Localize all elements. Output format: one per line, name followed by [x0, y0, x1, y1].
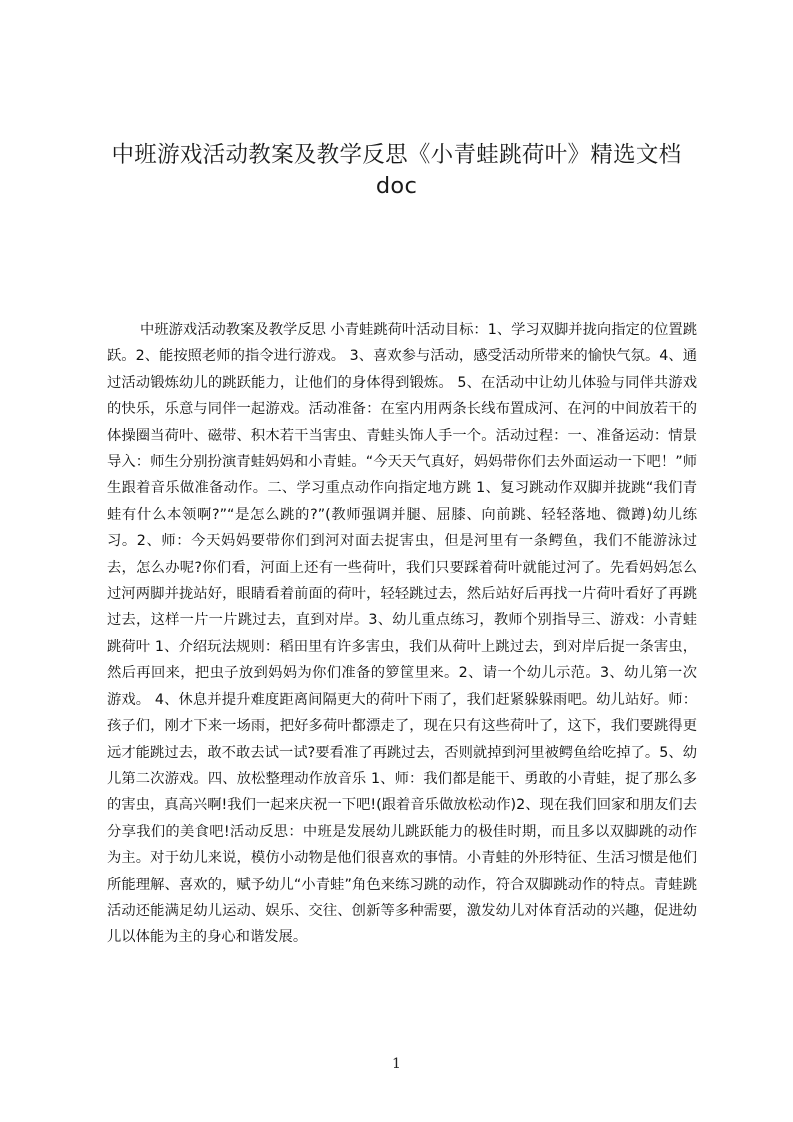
title-line-2: doc [375, 173, 418, 199]
document-title [95, 140, 698, 202]
page-number: 1 [392, 1056, 401, 1072]
body-paragraph: 中班游戏活动教案及教学反思 小青蛙跳荷叶活动目标：1、学习双脚并拢向指定的位置跳跃。2、能按照老师的指令进行游戏。 3、喜欢参与活动，感受活动所带来的愉快气氛。4、通过活动锻炼幼儿的跳跃能力，让他们的身体得到锻炼。 5、在活动中让幼儿体验与同伴共游戏的快乐，乐意与同伴一起游戏。活动准备：在室内用两条长线布置成河、在河的中间放若干的体操圈当荷叶、磁带、积木若干当害虫、青蛙头饰人手一个。活动过程：一、准备运动：情景导入：师生分别扮演青蛙妈妈和小青蛙。“今天天气真好，妈妈带你们去外面运动一下吧！”师生跟着音乐做准备动作。二、学习重点动作向指定地方跳 1、复习跳动作双脚并拢跳“我们青蛙有什么本领啊?”“是怎么跳的?”(教师强调并腿、屈膝、向前跳、轻轻落地、微蹲)幼儿练习。2、师：今天妈妈要带你们到河对面去捉害虫，但是河里有一条鳄鱼，我们不能游泳过去，怎么办呢?你们看，河面上还有一些荷叶，我们只要踩着荷叶就能过河了。先看妈妈怎么过河两脚并拢站好，眼睛看着前面的荷叶，轻轻跳过去，然后站好后再找一片荷叶看好了再跳过去，这样一片一片跳过去，直到对岸。3、幼儿重点练习，教师个别指导三、游戏：小青蛙跳荷叶 1、介绍玩法规则：稻田里有许多害虫，我们从荷叶上跳过去，到对岸后捉一条害虫，然后再回来，把虫子放到妈妈为你们准备的箩筐里来。2、请一个幼儿示范。3、幼儿第一次游戏。 4、休息并提升难度距离间隔更大的荷叶下雨了，我们赶紧躲躲雨吧。幼儿站好。师：孩子们，刚才下来一场雨，把好多荷叶都漂走了，现在只有这些荷叶了，这下，我们要跳得更远才能跳过去，敢不敢去试一试?要看准了再跳过去，否则就掉到河里被鳄鱼给吃掉了。5、幼儿第二次游戏。四、放松整理动作放音乐 1、师：我们都是能干、勇敢的小青蛙，捉了那么多的害虫，真高兴啊!我们一起来庆祝一下吧!(跟着音乐做放松动作)2、现在我们回家和朋友们去分享我们的美食吧!活动反思：中班是发展幼儿跳跃能力的极佳时期，而且多以双脚跳的动作为主。对于幼儿来说，模仿小动物是他们很喜欢的事情。小青蛙的外形特征、生活习惯是他们所能理解、喜欢的，赋予幼儿“小青蛙”角色来练习跳的动作，符合双脚跳动作的特点。青蛙跳活动还能满足幼儿运动、娱乐、交往、创新等多种需要，激发幼儿对体育活动的兴趣，促进幼儿以体能为主的身心和谐发展。 [107, 322, 697, 946]
title-line-1: 中班游戏活动教案及教学反思《小青蛙跳荷叶》精选文档 [111, 142, 682, 168]
